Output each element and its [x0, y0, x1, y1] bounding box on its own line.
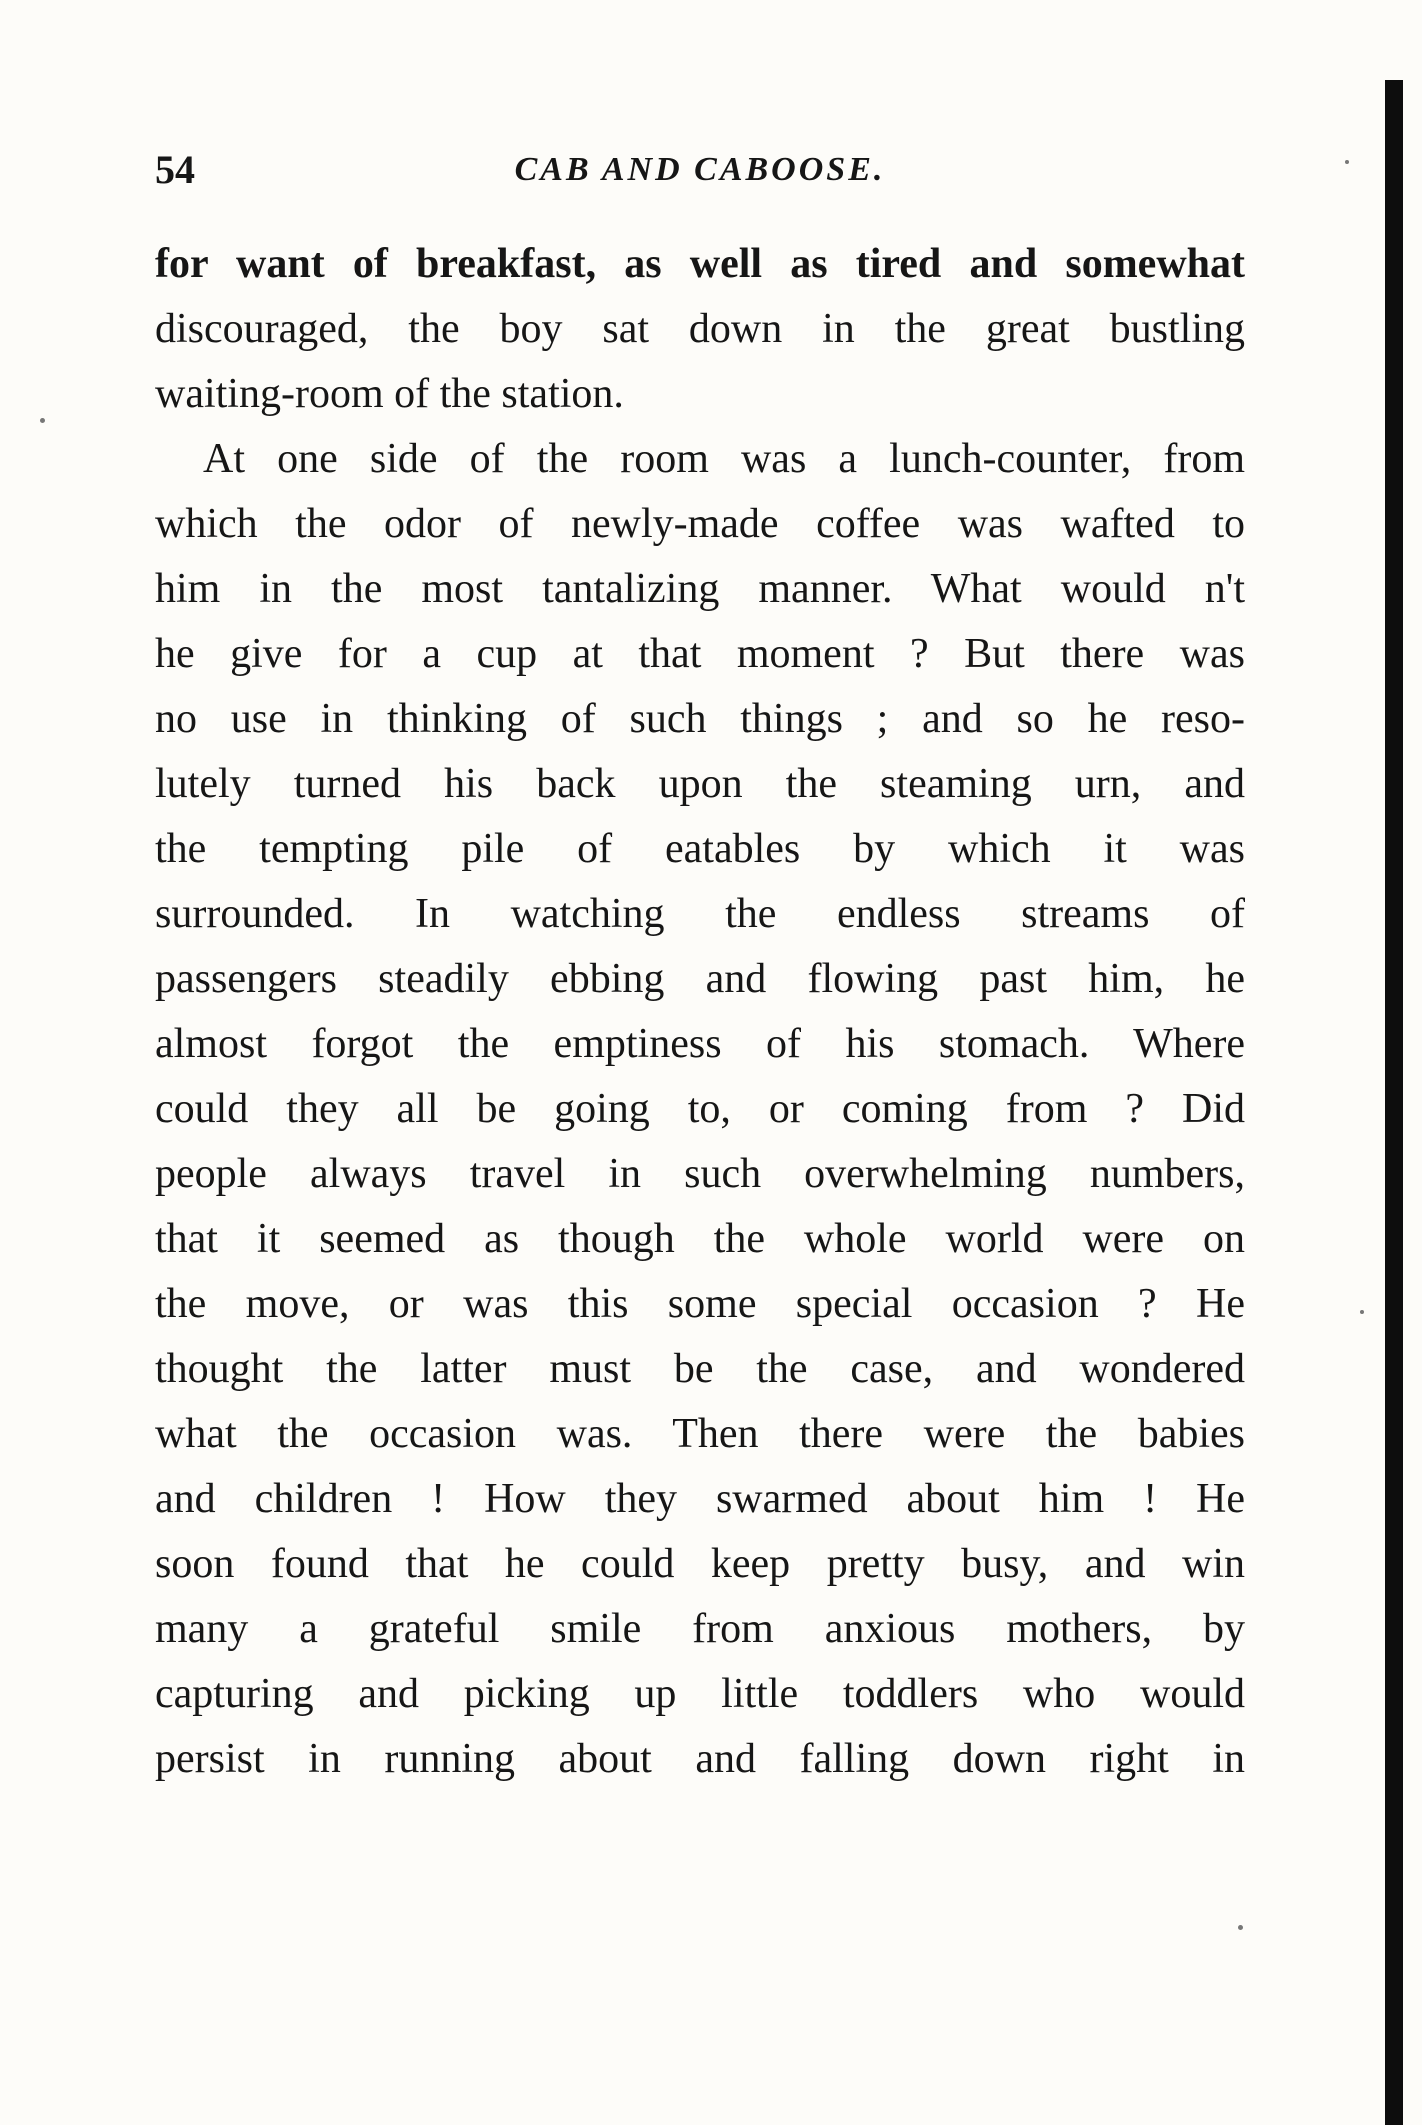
running-title: CAB AND CABOOSE.	[514, 151, 886, 188]
text-line: At one side of the room was a lunch-counter, from	[203, 436, 1245, 482]
paper-speck	[40, 418, 45, 423]
paragraph-2	[155, 427, 1245, 1792]
text-line: what the occasion was. Then there were the babies	[155, 1411, 1245, 1457]
text-line: capturing and picking up little toddlers who would	[155, 1671, 1245, 1717]
text-line: surrounded. In watching the endless streams of	[155, 891, 1245, 937]
text-line: soon found that he could keep pretty busy, and win	[155, 1541, 1245, 1587]
text-line: the tempting pile of eatables by which it was	[155, 826, 1245, 872]
text-line: could they all be going to, or coming from ? Did	[155, 1086, 1245, 1132]
text-line: people always travel in such overwhelming numbers,	[155, 1151, 1245, 1197]
text-line: passengers steadily ebbing and flowing past him, he	[155, 956, 1245, 1002]
paragraph-1	[155, 232, 1245, 427]
text-line: that it seemed as though the whole world were on	[155, 1216, 1245, 1262]
text-line: discouraged, the boy sat down in the great bustling	[155, 306, 1245, 352]
text-line: the move, or was this some special occasion ? He	[155, 1281, 1245, 1327]
text-line: persist in running about and falling down right in	[155, 1736, 1245, 1782]
text-line: no use in thinking of such things ; and so he reso-	[155, 696, 1245, 742]
text-line: waiting-room of the station.	[155, 371, 624, 417]
text-line: many a grateful smile from anxious mothers, by	[155, 1606, 1245, 1652]
page-header	[155, 145, 1245, 195]
text-line: thought the latter must be the case, and wondered	[155, 1346, 1245, 1392]
text-line: and children ! How they swarmed about him ! He	[155, 1476, 1245, 1522]
page-edge-shadow	[1385, 80, 1403, 2125]
text-line: lutely turned his back upon the steaming urn, and	[155, 761, 1245, 807]
paper-speck	[1238, 1925, 1243, 1930]
paper-speck	[1345, 160, 1349, 164]
page-number: 54	[155, 147, 195, 192]
text-line: which the odor of newly-made coffee was wafted to	[155, 501, 1245, 547]
paper-speck	[1360, 1310, 1364, 1314]
text-line: for want of breakfast, as well as tired and somewhat	[155, 241, 1245, 287]
text-line: almost forgot the emptiness of his stomach. Where	[155, 1021, 1245, 1067]
text-line: him in the most tantalizing manner. What would n't	[155, 566, 1245, 612]
body-text	[155, 232, 1245, 1792]
text-line: he give for a cup at that moment ? But there was	[155, 631, 1245, 677]
